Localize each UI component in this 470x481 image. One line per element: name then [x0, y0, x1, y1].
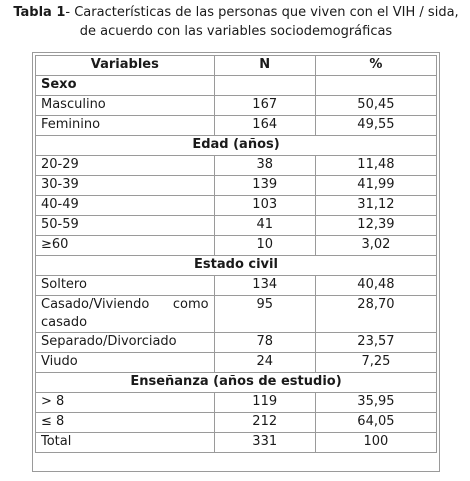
row-percent: 23,57: [316, 333, 437, 353]
total-n: 331: [215, 433, 316, 453]
row-n: 78: [215, 333, 316, 353]
table-row: [35, 353, 437, 373]
row-label: Separado/Divorciado: [35, 333, 215, 353]
row-label: 50-59: [35, 216, 215, 236]
row-label: 40-49: [35, 196, 215, 216]
row-percent: 31,12: [316, 196, 437, 216]
row-n: 24: [215, 353, 316, 373]
total-percent: 100: [316, 433, 437, 453]
row-label: Viudo: [35, 353, 215, 373]
total-label: Total: [35, 433, 215, 453]
table-row: [35, 393, 437, 413]
section-title-estado-civil: Estado civil: [35, 256, 437, 276]
section-title-ensenanza: Enseñanza (años de estudio): [35, 373, 437, 393]
row-label: > 8: [35, 393, 215, 413]
header-n: N: [215, 55, 316, 76]
table-row: [35, 413, 437, 433]
table-row: [35, 216, 437, 236]
row-label: Casado/Viviendo como casado: [35, 296, 215, 333]
header-percent: %: [316, 55, 437, 76]
row-percent: 41,99: [316, 176, 437, 196]
caption-line-2: de acuerdo con las variables sociodemográficas: [79, 24, 393, 39]
data-table: [35, 55, 437, 453]
section-row-estado-civil: [35, 256, 437, 276]
section-row-sexo: [35, 76, 437, 96]
header-variables: Variables: [35, 55, 215, 76]
row-n: 167: [215, 96, 316, 116]
table-row: [35, 236, 437, 256]
row-percent: 12,39: [316, 216, 437, 236]
section-title-sexo: Sexo: [35, 76, 215, 96]
table-row: [35, 296, 437, 333]
table-row: [35, 96, 437, 116]
caption-label: Tabla 1: [13, 5, 66, 20]
table-row: [35, 276, 437, 296]
row-label: 20-29: [35, 156, 215, 176]
row-percent: 11,48: [316, 156, 437, 176]
row-n: 95: [215, 296, 316, 333]
total-row: [35, 433, 437, 453]
row-percent: 28,70: [316, 296, 437, 333]
row-label: ≤ 8: [35, 413, 215, 433]
row-n: 139: [215, 176, 316, 196]
row-label: Masculino: [35, 96, 215, 116]
table-row: [35, 176, 437, 196]
empty-cell: [316, 76, 437, 96]
table-row: [35, 116, 437, 136]
row-percent: 40,48: [316, 276, 437, 296]
row-label: Feminino: [35, 116, 215, 136]
section-title-edad: Edad (años): [35, 136, 437, 156]
row-percent: 64,05: [316, 413, 437, 433]
caption-text-1: - Características de las personas que viven con el VIH / sida,: [65, 5, 459, 20]
row-label: Soltero: [35, 276, 215, 296]
row-n: 10: [215, 236, 316, 256]
empty-cell: [215, 76, 316, 96]
row-percent: 3,02: [316, 236, 437, 256]
row-percent: 49,55: [316, 116, 437, 136]
section-row-edad: [35, 136, 437, 156]
caption-line-1: [6, 3, 466, 22]
table-row: [35, 196, 437, 216]
row-n: 38: [215, 156, 316, 176]
header-row: [35, 55, 437, 76]
row-n: 119: [215, 393, 316, 413]
row-n: 103: [215, 196, 316, 216]
row-n: 41: [215, 216, 316, 236]
row-percent: 35,95: [316, 393, 437, 413]
table-row: [35, 333, 437, 353]
row-n: 134: [215, 276, 316, 296]
row-n: 212: [215, 413, 316, 433]
row-percent: 7,25: [316, 353, 437, 373]
section-row-ensenanza: [35, 373, 437, 393]
table-caption: [6, 3, 466, 41]
row-percent: 50,45: [316, 96, 437, 116]
row-label: 30-39: [35, 176, 215, 196]
row-n: 164: [215, 116, 316, 136]
table-row: [35, 156, 437, 176]
row-label: ≥60: [35, 236, 215, 256]
